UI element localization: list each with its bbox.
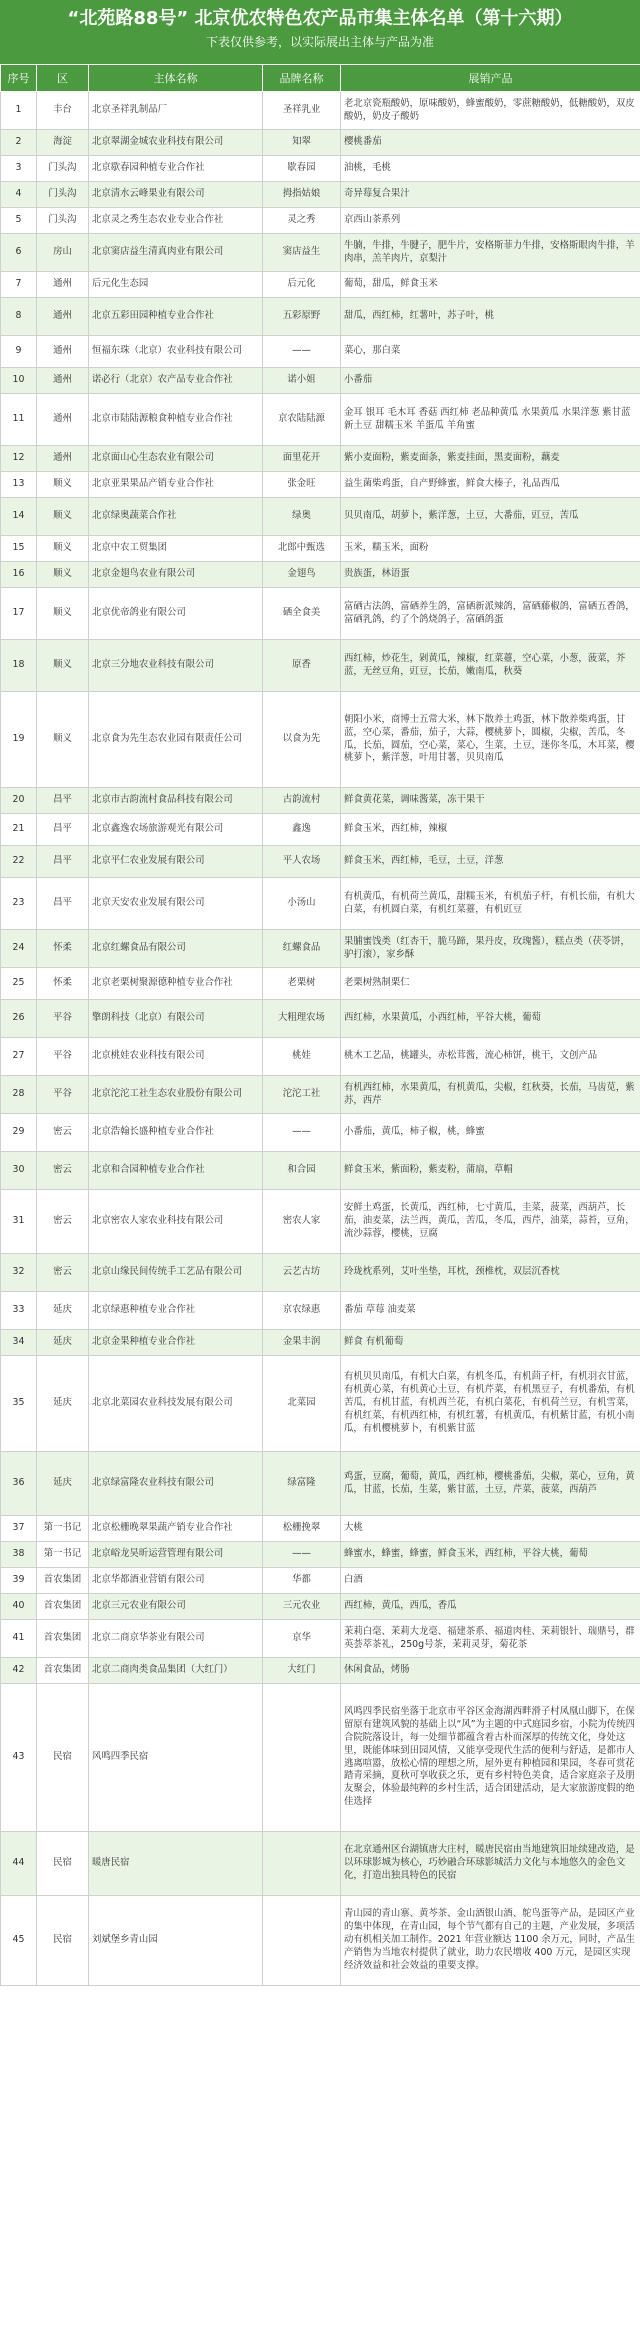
row-brand: 金翅鸟 bbox=[263, 562, 341, 588]
row-brand: 小汤山 bbox=[263, 878, 341, 930]
row-number: 20 bbox=[1, 788, 37, 814]
row-district: 顺义 bbox=[37, 640, 89, 692]
row-brand: 绿奥 bbox=[263, 498, 341, 536]
row-products: 老北京瓷瓶酸奶，原味酸奶，蜂蜜酸奶，零蔗糖酸奶，低糖酸奶，双皮酸奶，奶皮子酸奶 bbox=[341, 92, 640, 130]
row-number: 12 bbox=[1, 446, 37, 472]
row-entity-name: 北京三元农业有限公司 bbox=[89, 1594, 263, 1620]
row-brand: 绿富隆 bbox=[263, 1452, 341, 1516]
row-products: 鲜食 有机葡萄 bbox=[341, 1330, 640, 1356]
row-number: 15 bbox=[1, 536, 37, 562]
row-entity-name: 风鸣四季民宿 bbox=[89, 1684, 263, 1832]
page-title: “北苑路88号” 北京优农特色农产品市集主体名单（第十六期） bbox=[67, 8, 573, 29]
row-number: 40 bbox=[1, 1594, 37, 1620]
column-header-number: 序号 bbox=[1, 65, 37, 92]
row-number: 32 bbox=[1, 1254, 37, 1292]
row-number: 30 bbox=[1, 1152, 37, 1190]
row-entity-name: 北京五彩田园种植专业合作社 bbox=[89, 298, 263, 336]
row-entity-name: 暖唐民宿 bbox=[89, 1832, 263, 1896]
table-row bbox=[1, 472, 640, 498]
row-products: 茉莉白毫、茉莉大龙毫、福建茶系、福道肉桂、茉莉银针、瑞鼎号，群英荟萃茶礼，250g号茶，茉莉灵芽，菊花茶 bbox=[341, 1620, 640, 1658]
table-row bbox=[1, 182, 640, 208]
row-products: 富硒古法鸽，富硒养生鸽，富硒新派辣鸽，富硒藤椒鸽，富硒五香鸽，富硒乳鸽，约了个鸽烧鸽子，富硒鸽蛋 bbox=[341, 588, 640, 640]
row-number: 22 bbox=[1, 846, 37, 878]
row-district: 昌平 bbox=[37, 846, 89, 878]
row-entity-name: 北京中农工贸集团 bbox=[89, 536, 263, 562]
table-row bbox=[1, 1356, 640, 1452]
row-brand: 圣祥乳业 bbox=[263, 92, 341, 130]
row-number: 6 bbox=[1, 234, 37, 272]
row-number: 13 bbox=[1, 472, 37, 498]
table-header-row bbox=[1, 65, 640, 92]
row-brand: 知翠 bbox=[263, 130, 341, 156]
row-brand: 张金旺 bbox=[263, 472, 341, 498]
row-number: 1 bbox=[1, 92, 37, 130]
row-products: 紫小麦面粉，紫麦面条，紫麦挂面，黑麦面粉，藕麦 bbox=[341, 446, 640, 472]
row-entity-name: 北京绿惠种植专业合作社 bbox=[89, 1292, 263, 1330]
row-entity-name: 北京北菜园农业科技发展有限公司 bbox=[89, 1356, 263, 1452]
column-header-brand: 品牌名称 bbox=[263, 65, 341, 92]
row-district: 延庆 bbox=[37, 1292, 89, 1330]
row-brand: 金果丰润 bbox=[263, 1330, 341, 1356]
row-number: 38 bbox=[1, 1542, 37, 1568]
row-entity-name: 北京峪龙昊昕运营管理有限公司 bbox=[89, 1542, 263, 1568]
row-products: 风鸣四季民宿坐落于北京市平谷区金海湖西畔滑子村凤凰山脚下，在保留原有建筑风貌的基础上以“风”为主题的中式庭园乡宿，小院为传统四合院院落设计，每一处细节都蕴含着古朴而深厚的传统文化，身处这里，既能体味到田园风情，又能享受现代生活的便利与舒适，是都市人逃离喧嚣，放松心情的理想之所，屋外更有种植园和果园，冬春可赏花踏青采摘，夏秋可享收获之乐，更有乡村特色美食，适合家庭亲子及朋友聚会，体验最纯粹的乡村生活，适合团建活动，是大家旅游度假的绝佳选择 bbox=[341, 1684, 640, 1832]
row-brand: 古韵流村 bbox=[263, 788, 341, 814]
table-row bbox=[1, 1076, 640, 1114]
row-district: 通州 bbox=[37, 368, 89, 394]
row-entity-name: 北京老栗树聚源德种植专业合作社 bbox=[89, 968, 263, 1000]
row-district: 丰台 bbox=[37, 92, 89, 130]
row-entity-name: 北京华都酒业营销有限公司 bbox=[89, 1568, 263, 1594]
row-entity-name: 北京灵之秀生态农业专业合作社 bbox=[89, 208, 263, 234]
row-district: 怀柔 bbox=[37, 930, 89, 968]
row-district: 怀柔 bbox=[37, 968, 89, 1000]
row-products: 蜂蜜水，蜂蜜，蜂蜜，鲜食玉米，西红柿，平谷大桃，葡萄 bbox=[341, 1542, 640, 1568]
row-brand: —— bbox=[263, 1114, 341, 1152]
row-number: 45 bbox=[1, 1896, 37, 1986]
row-number: 39 bbox=[1, 1568, 37, 1594]
row-number: 8 bbox=[1, 298, 37, 336]
row-number: 19 bbox=[1, 692, 37, 788]
vendor-table bbox=[0, 64, 640, 1986]
table-row bbox=[1, 536, 640, 562]
row-district: 通州 bbox=[37, 298, 89, 336]
row-brand: 华都 bbox=[263, 1568, 341, 1594]
row-products: 休闲食品，烤肠 bbox=[341, 1658, 640, 1684]
row-district: 密云 bbox=[37, 1254, 89, 1292]
row-entity-name: 北京歇春园种植专业合作社 bbox=[89, 156, 263, 182]
page-header bbox=[0, 0, 640, 64]
row-number: 27 bbox=[1, 1038, 37, 1076]
row-products: 葡萄，甜瓜，鲜食玉米 bbox=[341, 272, 640, 298]
row-products: 西红柿，炒花生，剁黄瓜，辣椒，红菜薹，空心菜，小葱，菠菜，芥蓝，无丝豆角，豇豆，长茄，嫩南瓜，秋葵 bbox=[341, 640, 640, 692]
table-row bbox=[1, 1516, 640, 1542]
table-row bbox=[1, 1594, 640, 1620]
table-row bbox=[1, 930, 640, 968]
table-row bbox=[1, 1114, 640, 1152]
table-row bbox=[1, 272, 640, 298]
row-brand: 五彩原野 bbox=[263, 298, 341, 336]
row-number: 14 bbox=[1, 498, 37, 536]
table-row bbox=[1, 92, 640, 130]
table-row bbox=[1, 1658, 640, 1684]
row-number: 2 bbox=[1, 130, 37, 156]
row-district: 首农集团 bbox=[37, 1594, 89, 1620]
row-brand: 平人农场 bbox=[263, 846, 341, 878]
row-brand: 云艺古坊 bbox=[263, 1254, 341, 1292]
row-products: 西红柿，水果黄瓜，小西红柿，平谷大桃，葡萄 bbox=[341, 1000, 640, 1038]
row-products: 玲珑枕系列，艾叶坐垫，耳枕，颈椎枕，双层沉香枕 bbox=[341, 1254, 640, 1292]
row-number: 37 bbox=[1, 1516, 37, 1542]
row-entity-name: 北京市陆陆源粮食种植专业合作社 bbox=[89, 394, 263, 446]
table-row bbox=[1, 1684, 640, 1832]
row-brand: 拇指姑娘 bbox=[263, 182, 341, 208]
table-row bbox=[1, 130, 640, 156]
row-products: 有机贝贝南瓜，有机大白菜，有机冬瓜，有机茴子杆，有机羽衣甘蓝，有机黄心菜，有机黄心土豆，有机芹菜，有机黑豆子，有机番茄，有机苦瓜，有机甘蓝，有机西兰花，有机白菜花，有机荷兰豆，有机雪菜，有机红菜，有机西红柿，有机红薯，有机黄瓜，有机紫甘蓝，有机小南瓜，有机樱桃萝卜，有机紫甘蓝 bbox=[341, 1356, 640, 1452]
row-number: 18 bbox=[1, 640, 37, 692]
row-number: 7 bbox=[1, 272, 37, 298]
row-number: 9 bbox=[1, 336, 37, 368]
row-district: 昌平 bbox=[37, 788, 89, 814]
row-district: 民宿 bbox=[37, 1832, 89, 1896]
row-products: 有机西红柿，水果黄瓜，有机黄瓜，尖椒，红秋葵，长茄，马齿苋，紫苏，西芹 bbox=[341, 1076, 640, 1114]
row-district: 通州 bbox=[37, 446, 89, 472]
row-products: 牛腩，牛排，牛腱子，肥牛片，安格斯菲力牛排，安格斯眼肉牛排，羊肉串，羔羊肉片，京梨汁 bbox=[341, 234, 640, 272]
row-entity-name: 北京亚果果品产销专业合作社 bbox=[89, 472, 263, 498]
row-brand: —— bbox=[263, 1542, 341, 1568]
row-entity-name: 北京优帝鸽业有限公司 bbox=[89, 588, 263, 640]
column-header-entity-name: 主体名称 bbox=[89, 65, 263, 92]
row-district: 首农集团 bbox=[37, 1658, 89, 1684]
row-entity-name: 北京翠湖金城农业科技有限公司 bbox=[89, 130, 263, 156]
row-products: 鸡蛋，豆腐，葡萄，黄瓜，西红柿，樱桃番茄，尖椒，菜心，豆角，黄瓜，甘蓝，长茄，生菜，紫甘蓝，土豆，芹菜，菠菜，西葫芦 bbox=[341, 1452, 640, 1516]
row-district: 顺义 bbox=[37, 498, 89, 536]
table-row bbox=[1, 640, 640, 692]
row-entity-name: 北京金翅鸟农业有限公司 bbox=[89, 562, 263, 588]
row-entity-name: 北京二商肉类食品集团（大红门） bbox=[89, 1658, 263, 1684]
row-products: 鲜食玉米，西红柿，辣椒 bbox=[341, 814, 640, 846]
row-entity-name: 后元化生态园 bbox=[89, 272, 263, 298]
row-entity-name: 北京三分地农业科技有限公司 bbox=[89, 640, 263, 692]
table-row bbox=[1, 1038, 640, 1076]
row-entity-name: 北京金果种植专业合作社 bbox=[89, 1330, 263, 1356]
table-row bbox=[1, 1620, 640, 1658]
table-row bbox=[1, 1832, 640, 1896]
table-row bbox=[1, 446, 640, 472]
row-district: 密云 bbox=[37, 1114, 89, 1152]
row-products: 安鲜土鸡蛋，长黄瓜，西红柿，七寸黄瓜，圭菜，菠菜，西葫芦，长茄，油麦菜，法兰西，黄瓜，苦瓜，冬瓜，西芹，油菜，蒜苔，豆角，流沙蒜蓉，樱桃，豆腐 bbox=[341, 1190, 640, 1254]
row-district: 顺义 bbox=[37, 562, 89, 588]
row-district: 首农集团 bbox=[37, 1568, 89, 1594]
row-number: 36 bbox=[1, 1452, 37, 1516]
row-brand: 鑫逸 bbox=[263, 814, 341, 846]
row-products: 金耳 银耳 毛木耳 香菇 西红柿 老品种黄瓜 水果黄瓜 水果洋葱 紫甘蓝 新土豆 甜糯玉米 羊蛋瓜 羊角蜜 bbox=[341, 394, 640, 446]
row-products: 大桃 bbox=[341, 1516, 640, 1542]
row-district: 民宿 bbox=[37, 1896, 89, 1986]
row-number: 24 bbox=[1, 930, 37, 968]
row-products: 甜瓜，西红柿，红薯叶，苏子叶，桃 bbox=[341, 298, 640, 336]
table-row bbox=[1, 394, 640, 446]
row-entity-name: 北京平仁农业发展有限公司 bbox=[89, 846, 263, 878]
row-district: 密云 bbox=[37, 1152, 89, 1190]
row-number: 5 bbox=[1, 208, 37, 234]
page-subtitle: 下表仅供参考，以实际展出主体与产品为准 bbox=[205, 35, 434, 49]
row-brand: 松栅挽翠 bbox=[263, 1516, 341, 1542]
column-header-products: 展销产品 bbox=[341, 65, 640, 92]
row-number: 34 bbox=[1, 1330, 37, 1356]
row-district: 密云 bbox=[37, 1190, 89, 1254]
row-products: 小番茄 bbox=[341, 368, 640, 394]
row-entity-name: 北京松栅晚翠果蔬产销专业合作社 bbox=[89, 1516, 263, 1542]
row-entity-name: 北京密农人家农业科技有限公司 bbox=[89, 1190, 263, 1254]
row-products: 小番茄，黄瓜，柿子椒，桃，蜂蜜 bbox=[341, 1114, 640, 1152]
table-row bbox=[1, 968, 640, 1000]
table-row bbox=[1, 156, 640, 182]
row-products: 青山园的青山寨、黄芩茶、金山酒银山酒、鸵鸟蛋等产品，是园区产业的集中体现，在青山园，每个节气都有自己的主题，产业发展，多项活动有机相关加工制作。2021 年营业额达 1100 余万元，同时，产品生产销售为当地农村提供了就业，助力农民增收 400 万元，是园区实现经济效益和社会效益的重要支撑。 bbox=[341, 1896, 640, 1986]
row-district: 海淀 bbox=[37, 130, 89, 156]
row-district: 顺义 bbox=[37, 588, 89, 640]
row-products: 朝阳小米，商博士五常大米，林下散养土鸡蛋，林下散养柴鸡蛋，甘蓝，空心菜，番茄，茄子，大蒜，樱桃萝卜，圆椒，尖椒，苦瓜，冬瓜，长茄，圆茄，空心菜，菜心，生菜，土豆，迷你冬瓜，木耳菜，樱桃萝卜，紫洋葱，叶用甘薯，贝贝南瓜 bbox=[341, 692, 640, 788]
row-number: 26 bbox=[1, 1000, 37, 1038]
row-district: 顺义 bbox=[37, 472, 89, 498]
row-brand: 大粗理农场 bbox=[263, 1000, 341, 1038]
row-entity-name: 北京绿奥蔬菜合作社 bbox=[89, 498, 263, 536]
row-entity-name: 北京山缘民间传统手工艺品有限公司 bbox=[89, 1254, 263, 1292]
column-header-district: 区 bbox=[37, 65, 89, 92]
row-number: 11 bbox=[1, 394, 37, 446]
row-district: 延庆 bbox=[37, 1452, 89, 1516]
row-number: 17 bbox=[1, 588, 37, 640]
row-products: 西红柿，黄瓜，西瓜，香瓜 bbox=[341, 1594, 640, 1620]
row-products: 京西山茶系列 bbox=[341, 208, 640, 234]
row-brand: 诺小姐 bbox=[263, 368, 341, 394]
row-products: 贵族蛋，林语蛋 bbox=[341, 562, 640, 588]
row-brand: —— bbox=[263, 336, 341, 368]
row-brand: 硒全食美 bbox=[263, 588, 341, 640]
table-row bbox=[1, 1542, 640, 1568]
row-entity-name: 北京清水云峰果业有限公司 bbox=[89, 182, 263, 208]
table-row bbox=[1, 1000, 640, 1038]
table-row bbox=[1, 298, 640, 336]
table-row bbox=[1, 1452, 640, 1516]
table-row bbox=[1, 1152, 640, 1190]
row-brand: 北菜园 bbox=[263, 1356, 341, 1452]
row-district: 延庆 bbox=[37, 1330, 89, 1356]
row-brand: 后元化 bbox=[263, 272, 341, 298]
row-entity-name: 诺必行（北京）农产品专业合作社 bbox=[89, 368, 263, 394]
row-entity-name: 北京二商京华茶业有限公司 bbox=[89, 1620, 263, 1658]
row-brand: 沱沱工社 bbox=[263, 1076, 341, 1114]
row-brand: 老栗树 bbox=[263, 968, 341, 1000]
row-district: 延庆 bbox=[37, 1356, 89, 1452]
row-district: 通州 bbox=[37, 394, 89, 446]
row-products: 菜心，那白菜 bbox=[341, 336, 640, 368]
table-row bbox=[1, 1190, 640, 1254]
row-products: 奇异莓复合果汁 bbox=[341, 182, 640, 208]
row-district: 第一书记 bbox=[37, 1516, 89, 1542]
row-brand: 京农绿惠 bbox=[263, 1292, 341, 1330]
row-number: 16 bbox=[1, 562, 37, 588]
row-entity-name: 北京绿富隆农业科技有限公司 bbox=[89, 1452, 263, 1516]
row-brand: 歇春园 bbox=[263, 156, 341, 182]
row-district: 平谷 bbox=[37, 1000, 89, 1038]
row-number: 21 bbox=[1, 814, 37, 846]
row-entity-name: 北京浩翰长盛种植专业合作社 bbox=[89, 1114, 263, 1152]
row-entity-name: 北京市古韵流村食品科技有限公司 bbox=[89, 788, 263, 814]
row-number: 31 bbox=[1, 1190, 37, 1254]
row-entity-name: 擎朗科技（北京）有限公司 bbox=[89, 1000, 263, 1038]
row-products: 樱桃番茄 bbox=[341, 130, 640, 156]
row-products: 老栗树熟制栗仁 bbox=[341, 968, 640, 1000]
row-entity-name: 恒福东珠（北京）农业科技有限公司 bbox=[89, 336, 263, 368]
row-products: 贝贝南瓜，胡萝卜，紫洋葱，土豆，大番茄，豇豆，苦瓜 bbox=[341, 498, 640, 536]
row-brand: 窦店益生 bbox=[263, 234, 341, 272]
row-district: 民宿 bbox=[37, 1684, 89, 1832]
table-row bbox=[1, 562, 640, 588]
row-entity-name: 北京圣祥乳制品厂 bbox=[89, 92, 263, 130]
row-products: 鲜食玉米，紫面粉，紫麦粉，蒲扇，草帽 bbox=[341, 1152, 640, 1190]
row-number: 44 bbox=[1, 1832, 37, 1896]
row-entity-name: 刘斌堡乡青山园 bbox=[89, 1896, 263, 1986]
row-products: 桃木工艺品，桃罐头，赤松茸酱，流心柿饼，桃干，文创产品 bbox=[341, 1038, 640, 1076]
row-entity-name: 北京食为先生态农业园有限责任公司 bbox=[89, 692, 263, 788]
row-district: 昌平 bbox=[37, 878, 89, 930]
row-products: 果脯蜜饯类（红杏干，脆马蹄，果丹皮，玫瑰酱），糕点类（茯苓饼，驴打滚），家乡酥 bbox=[341, 930, 640, 968]
row-number: 33 bbox=[1, 1292, 37, 1330]
row-number: 4 bbox=[1, 182, 37, 208]
row-entity-name: 北京沱沱工社生态农业股份有限公司 bbox=[89, 1076, 263, 1114]
row-brand: 密农人家 bbox=[263, 1190, 341, 1254]
row-brand: 京华 bbox=[263, 1620, 341, 1658]
row-entity-name: 北京天安农业发展有限公司 bbox=[89, 878, 263, 930]
row-brand: 以食为先 bbox=[263, 692, 341, 788]
table-row bbox=[1, 498, 640, 536]
row-district: 第一书记 bbox=[37, 1542, 89, 1568]
row-district: 平谷 bbox=[37, 1076, 89, 1114]
row-district: 平谷 bbox=[37, 1038, 89, 1076]
row-brand: 原香 bbox=[263, 640, 341, 692]
table-row bbox=[1, 814, 640, 846]
table-row bbox=[1, 692, 640, 788]
row-brand: 桃娃 bbox=[263, 1038, 341, 1076]
row-brand bbox=[263, 1896, 341, 1986]
table-row bbox=[1, 1330, 640, 1356]
table-row bbox=[1, 846, 640, 878]
table-row bbox=[1, 1292, 640, 1330]
table-row bbox=[1, 368, 640, 394]
table-row bbox=[1, 788, 640, 814]
row-products: 有机黄瓜，有机荷兰黄瓜，甜糯玉米，有机茄子杆，有机长茄，有机大白菜，有机圆白菜，有机红菜薹，有机豇豆 bbox=[341, 878, 640, 930]
row-district: 门头沟 bbox=[37, 182, 89, 208]
row-number: 41 bbox=[1, 1620, 37, 1658]
row-entity-name: 北京面山心生态农业有限公司 bbox=[89, 446, 263, 472]
row-brand: 京农陆陆源 bbox=[263, 394, 341, 446]
row-brand: 大红门 bbox=[263, 1658, 341, 1684]
row-products: 益生菌柴鸡蛋，自产野蜂蜜，鲜食大榛子，礼品西瓜 bbox=[341, 472, 640, 498]
table-row bbox=[1, 234, 640, 272]
row-products: 鲜食黄花菜，调味酱菜，冻干果干 bbox=[341, 788, 640, 814]
table-row bbox=[1, 878, 640, 930]
row-brand: 三元农业 bbox=[263, 1594, 341, 1620]
row-district: 首农集团 bbox=[37, 1620, 89, 1658]
row-entity-name: 北京鑫逸农场旅游观光有限公司 bbox=[89, 814, 263, 846]
row-brand bbox=[263, 1832, 341, 1896]
row-district: 房山 bbox=[37, 234, 89, 272]
row-number: 3 bbox=[1, 156, 37, 182]
row-number: 23 bbox=[1, 878, 37, 930]
row-brand: 和合园 bbox=[263, 1152, 341, 1190]
row-products: 鲜食玉米，西红柿，毛豆，土豆，洋葱 bbox=[341, 846, 640, 878]
row-brand: 红螺食品 bbox=[263, 930, 341, 968]
row-entity-name: 北京和合园种植专业合作社 bbox=[89, 1152, 263, 1190]
row-products: 油桃，毛桃 bbox=[341, 156, 640, 182]
row-entity-name: 北京窦店益生清真肉业有限公司 bbox=[89, 234, 263, 272]
row-entity-name: 北京桃娃农业科技有限公司 bbox=[89, 1038, 263, 1076]
table-row bbox=[1, 208, 640, 234]
row-brand: 北郎中甄选 bbox=[263, 536, 341, 562]
row-district: 门头沟 bbox=[37, 208, 89, 234]
row-district: 通州 bbox=[37, 272, 89, 298]
row-number: 10 bbox=[1, 368, 37, 394]
row-products: 在北京通州区台湖镇唐大庄村，暖唐民宿由当地建筑旧址续建改造，是以环球影城为核心，巧妙融合环球影城活力文化与本地悠久的金色文化，打造出独具特色的民宿 bbox=[341, 1832, 640, 1896]
row-number: 29 bbox=[1, 1114, 37, 1152]
row-district: 昌平 bbox=[37, 814, 89, 846]
row-brand: 灵之秀 bbox=[263, 208, 341, 234]
row-entity-name: 北京红螺食品有限公司 bbox=[89, 930, 263, 968]
row-number: 35 bbox=[1, 1356, 37, 1452]
table-row bbox=[1, 1896, 640, 1986]
row-district: 顺义 bbox=[37, 692, 89, 788]
row-products: 玉米，糯玉米，面粉 bbox=[341, 536, 640, 562]
row-number: 28 bbox=[1, 1076, 37, 1114]
row-number: 42 bbox=[1, 1658, 37, 1684]
table-row bbox=[1, 1568, 640, 1594]
row-district: 顺义 bbox=[37, 536, 89, 562]
row-number: 25 bbox=[1, 968, 37, 1000]
table-row bbox=[1, 1254, 640, 1292]
table-row bbox=[1, 588, 640, 640]
row-district: 通州 bbox=[37, 336, 89, 368]
row-products: 番茄 草莓 油麦菜 bbox=[341, 1292, 640, 1330]
row-district: 门头沟 bbox=[37, 156, 89, 182]
row-brand bbox=[263, 1684, 341, 1832]
row-brand: 面里花开 bbox=[263, 446, 341, 472]
row-products: 白酒 bbox=[341, 1568, 640, 1594]
row-number: 43 bbox=[1, 1684, 37, 1832]
table-row bbox=[1, 336, 640, 368]
